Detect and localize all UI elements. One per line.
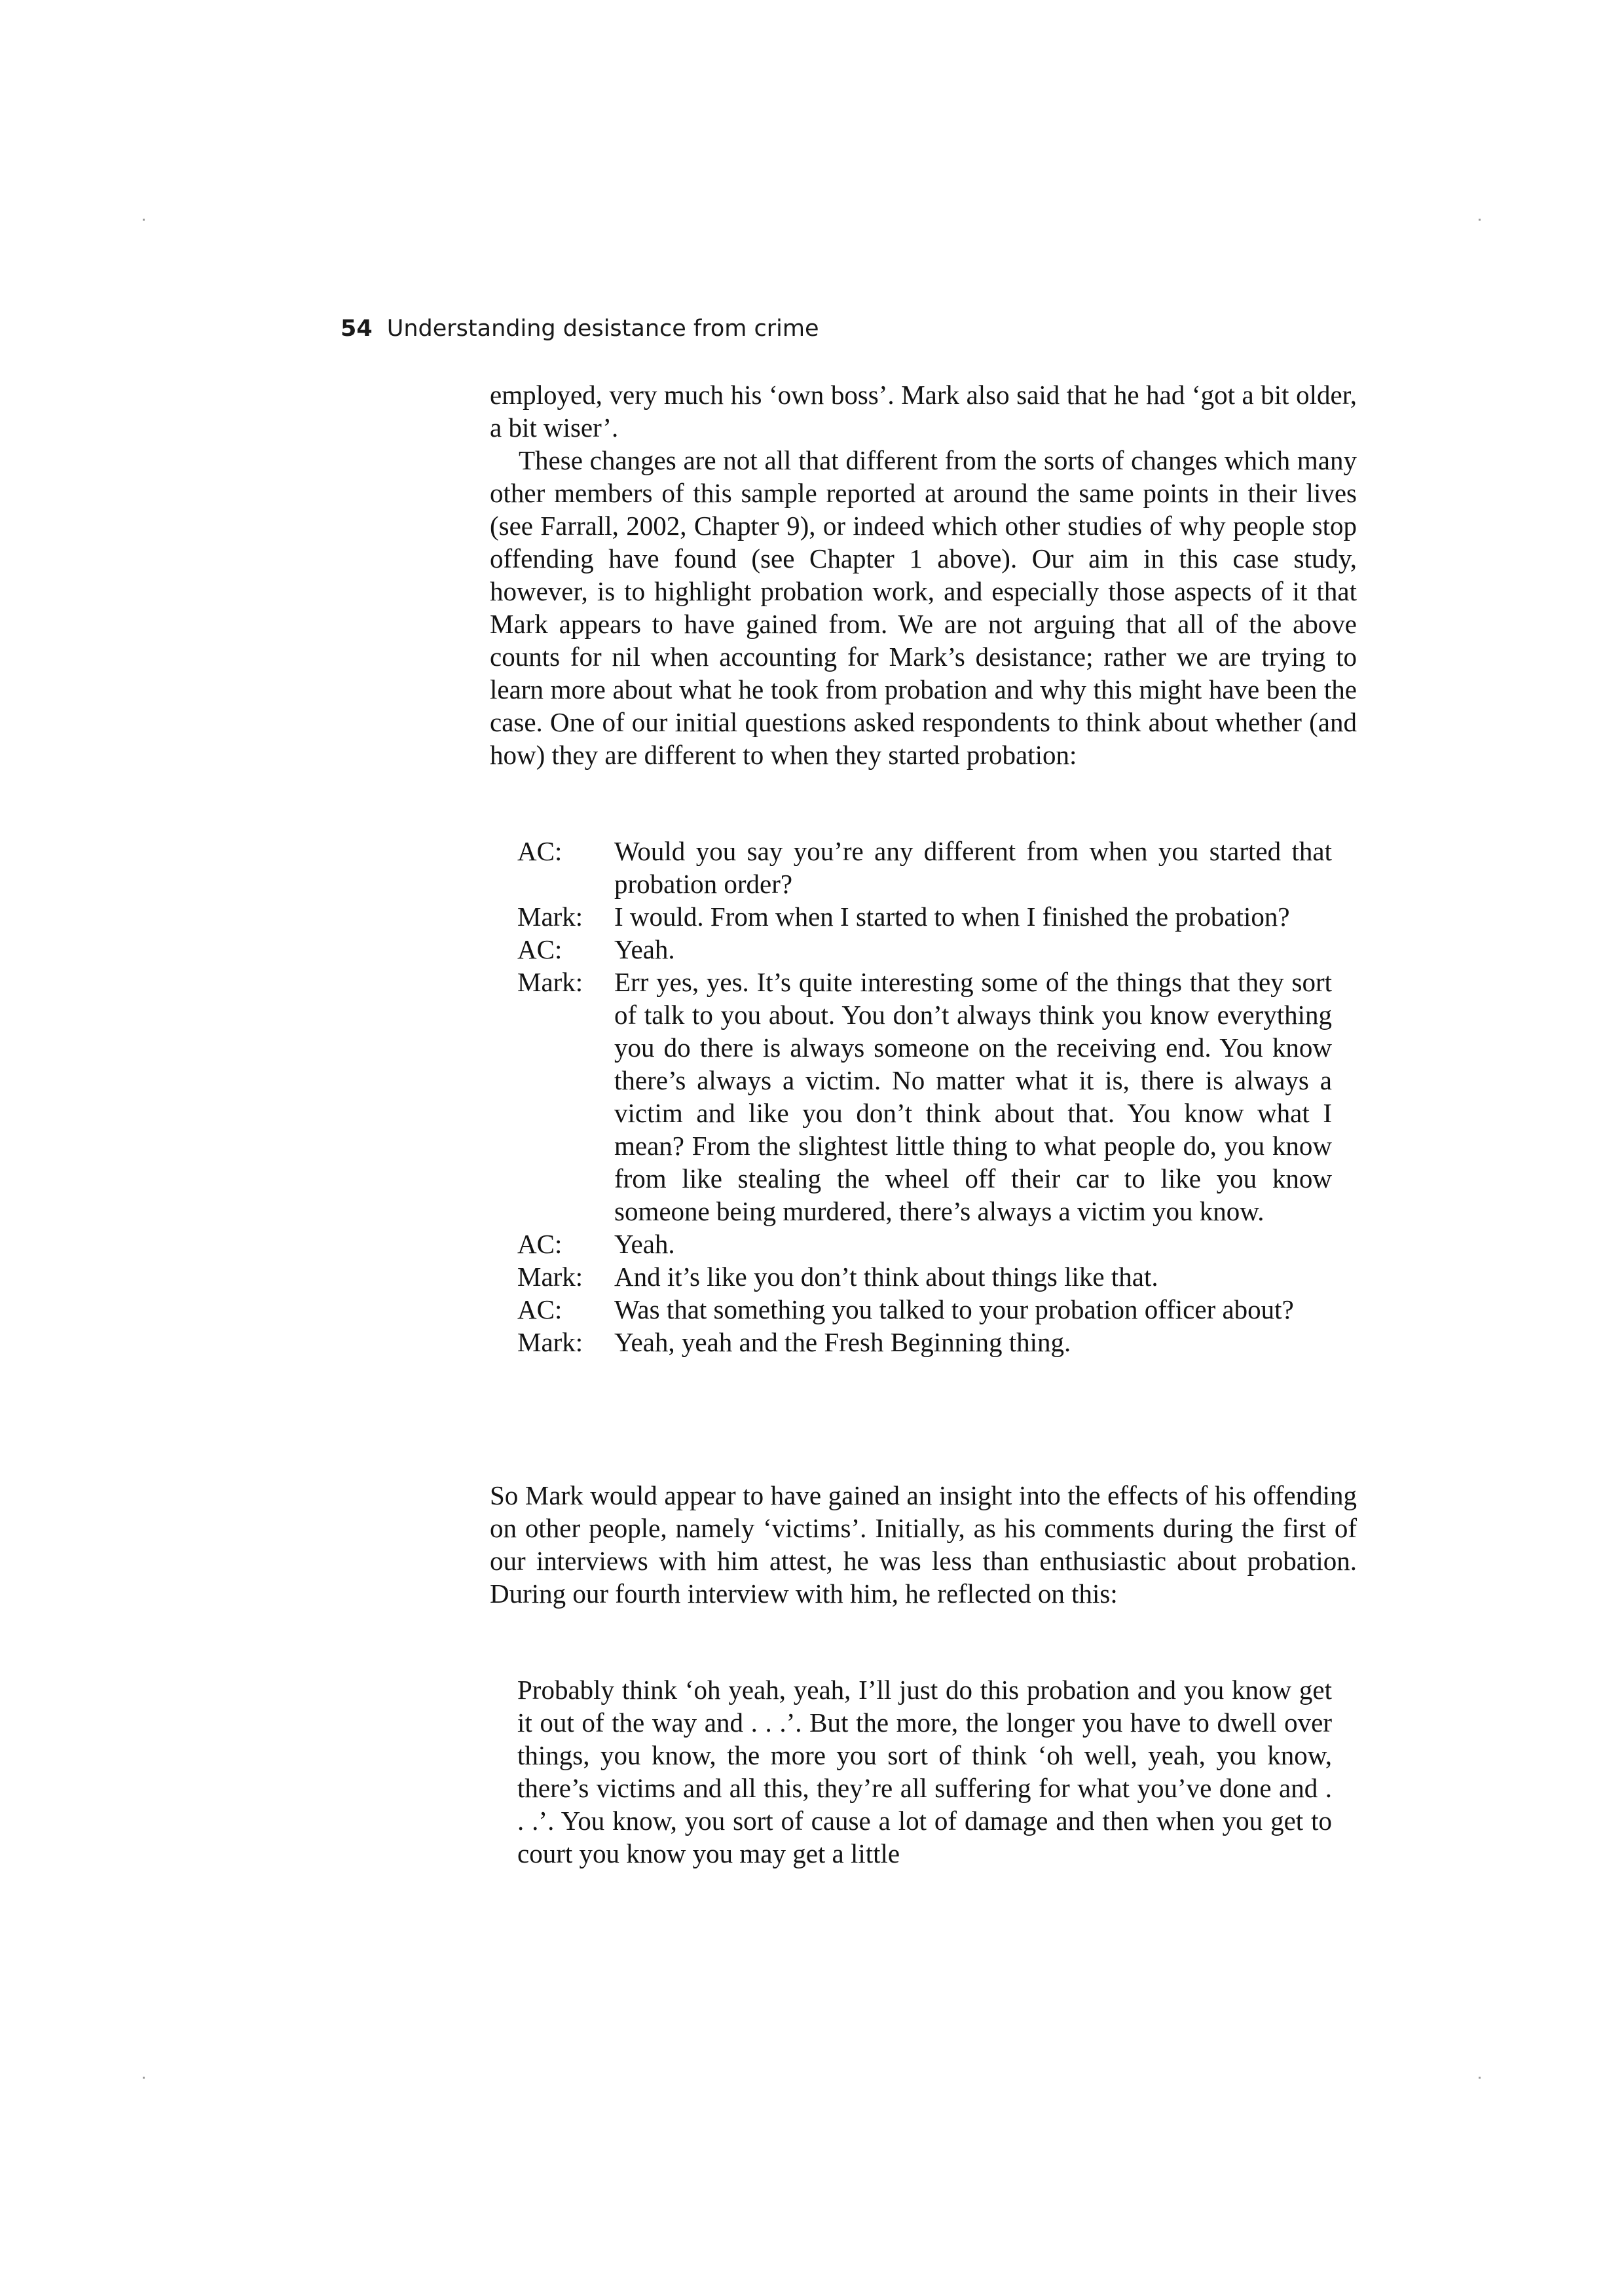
dialogue-turn [517,835,1332,900]
speech: I would. From when I started to when I finished the probation? [614,902,1290,932]
interview-dialogue [517,835,1332,1358]
crop-mark-bottom-left [143,2077,145,2079]
paragraph-continued: employed, very much his ‘own boss’. Mark also said that he had ‘got a bit older, a bit wiser’. [490,380,1357,443]
speech: Yeah, yeah and the Fresh Beginning thing. [614,1327,1071,1357]
running-head [341,316,819,342]
opening-text [490,378,1357,771]
speaker: AC: [517,1294,563,1324]
paragraph: So Mark would appear to have gained an insight into the effects of his offending on other people, namely ‘victims’. Initially, as his comments during the first of our interviews with him attest, he was less than enthusiastic about probation. During our fourth interview with him, he reflected on this: [490,1480,1357,1609]
speech: And it’s like you don’t think about things like that. [614,1262,1158,1292]
speech: Would you say you’re any different from when you started that probation order? [614,836,1332,899]
speaker: Mark: [517,1262,583,1292]
speaker: Mark: [517,967,583,997]
speech: Was that something you talked to your probation officer about? [614,1294,1294,1324]
dialogue-turn [517,1326,1332,1358]
dialogue-turn [517,1228,1332,1260]
speech: Yeah. [614,1229,675,1259]
speaker: AC: [517,836,563,866]
paragraph: These changes are not all that different from the sorts of changes which many other members of this sample reported at around the same points in their lives (see Farrall, 2002, Chapter 9), or indeed which other studies of why people stop offending have found (see Chapter 1 above). Our aim in this case study, however, is to highlight probation work, and especially those aspects of it that Mark appears to have gained from. We are not arguing that all of the above counts for nil when accounting for Mark’s desistance; rather we are trying to learn more about what he took from probation and why this might have been the case. One of our initial questions asked respondents to think about whether (and how) they are different to when they started probation: [490,445,1357,770]
dialogue-turn [517,1260,1332,1293]
speaker: AC: [517,1229,563,1259]
speaker: AC: [517,934,563,964]
post-dialogue-text [490,1479,1357,1610]
block-quote: Probably think ‘oh yeah, yeah, I’ll just do this probation and you know get it out of the way and . . .’. But the more, the longer you have to dwell over things, you know, the more you sort of think ‘oh well, yeah, you know, there’s victims and all this, they’re all suffering for what you’ve done and . . .’. You know, you sort of cause a lot of damage and then when you get to court you know you may get a little [517,1675,1332,1868]
dialogue-turn [517,1293,1332,1326]
crop-mark-bottom-right [1479,2077,1481,2079]
crop-mark-top-right [1479,219,1481,221]
page-number: 54 [341,316,373,342]
crop-mark-top-left [143,219,145,221]
dialogue-turn [517,966,1332,1228]
dialogue-turn [517,933,1332,966]
running-head-title: Understanding desistance from crime [386,316,819,342]
speech: Err yes, yes. It’s quite interesting some of the things that they sort of talk to you about. You don’t always think you know everything you do there is always someone on the receiving end. You know there’s always a victim. No matter what it is, there is always a victim and like you don’t think about that. You know what I mean? From the slightest little thing to what people do, you know from like stealing the wheel off their car to like you know someone being murdered, there’s always a victim you know. [614,967,1332,1226]
speaker: Mark: [517,1327,583,1357]
speaker: Mark: [517,902,583,932]
speech: Yeah. [614,934,675,964]
dialogue-turn [517,900,1332,933]
